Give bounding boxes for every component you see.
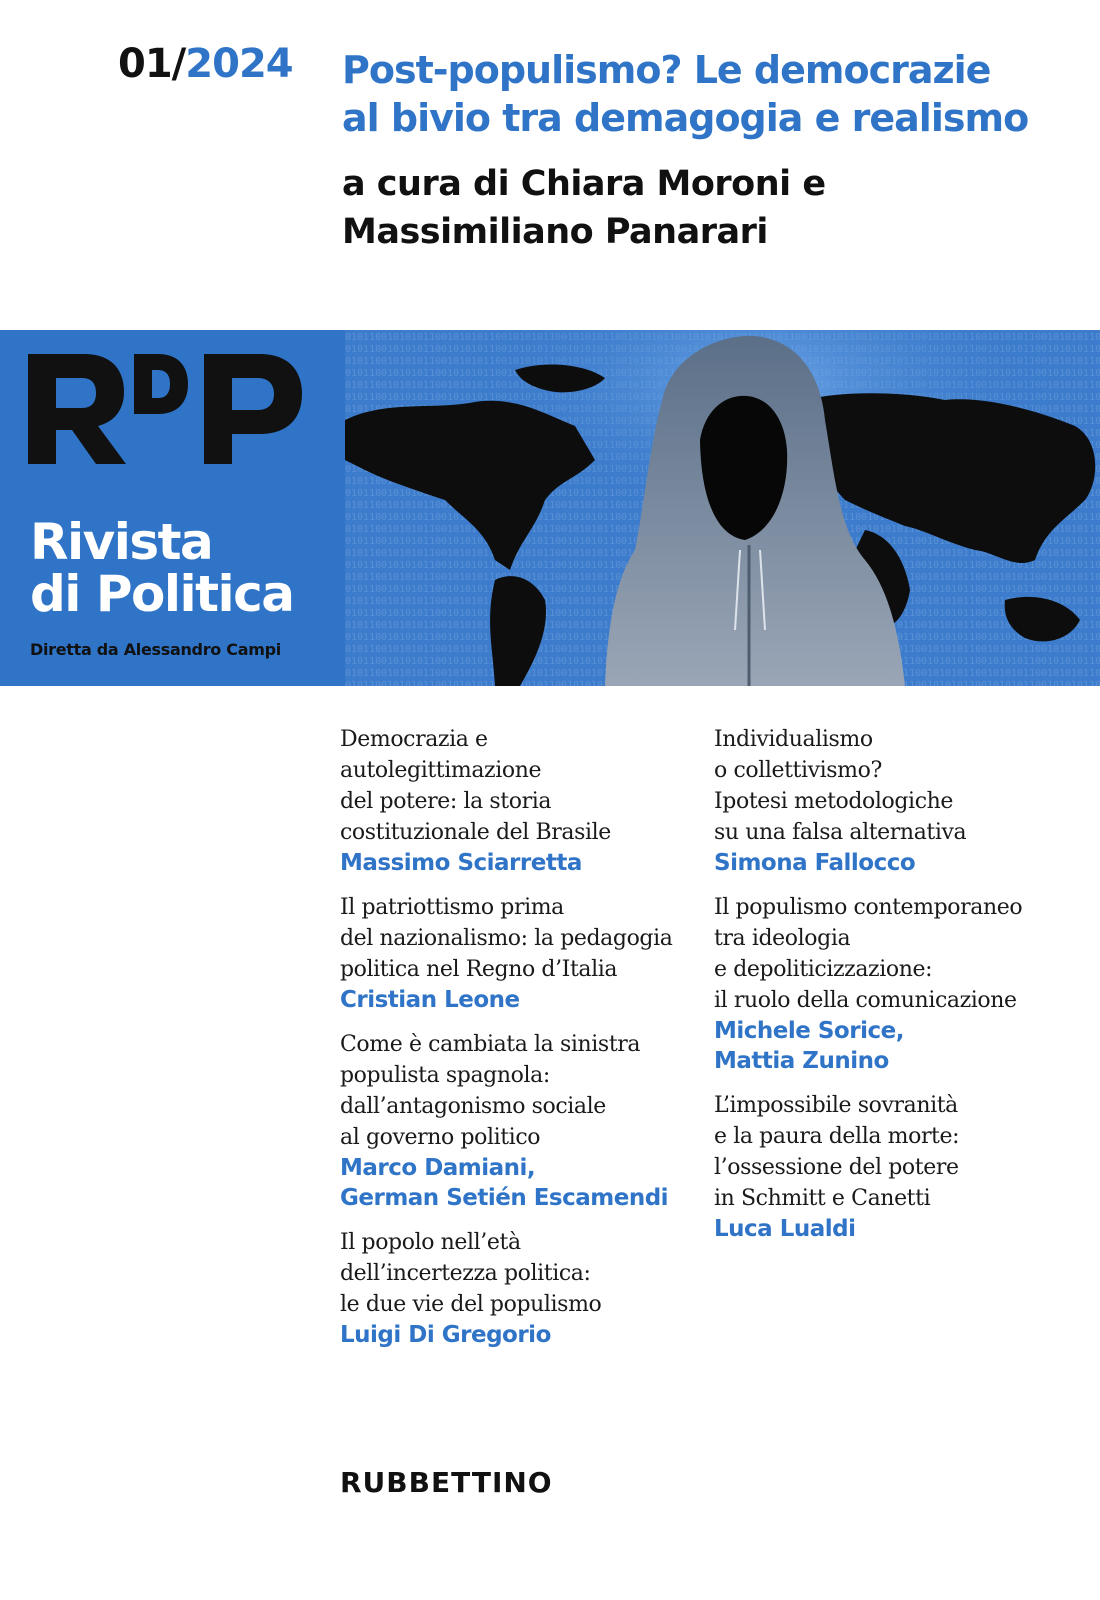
article-title-line: al governo politico (340, 1125, 541, 1150)
article-title-line: dell’incertezza politica: (340, 1261, 591, 1286)
article-title-line: costituzionale del Brasile (340, 820, 611, 845)
article-entry (714, 1090, 1064, 1244)
director-credit: Diretta da Alessandro Campi (30, 640, 281, 659)
editors-line: a cura di Chiara Moroni e (342, 164, 826, 204)
cover-illustration (345, 330, 1100, 686)
editors-line: Massimiliano Panarari (342, 212, 768, 252)
article-author-line: German Setién Escamendi (340, 1185, 669, 1211)
issue-editors (342, 160, 1062, 256)
article-title-line: tra ideologia (714, 926, 851, 951)
article-title-line: e depoliticizzazione: (714, 957, 933, 982)
article-title (340, 892, 690, 985)
masthead (0, 330, 345, 686)
article-title-line: Ipotesi metodologiche (714, 789, 954, 814)
cover-band (0, 330, 1100, 686)
article-title-line: l’ossessione del potere (714, 1155, 959, 1180)
article-entry (340, 892, 690, 1015)
journal-name (30, 513, 340, 623)
article-title-line: Il patriottismo prima (340, 895, 564, 920)
article-author-line: Cristian Leone (340, 987, 520, 1013)
article-author-line: Simona Fallocco (714, 850, 916, 876)
article-title-line: Il popolo nell’età (340, 1230, 521, 1255)
article-title-line: Come è cambiata la sinistra (340, 1032, 641, 1057)
article-title-line: Individualismo (714, 727, 873, 752)
issue-title-line: Post-populismo? Le democrazie (342, 48, 991, 92)
article-title (714, 724, 1064, 848)
article-title (340, 724, 690, 848)
article-author (340, 1153, 690, 1213)
publisher-logo: RUBBETTINO (340, 1466, 553, 1499)
article-title-line: in Schmitt e Canetti (714, 1186, 931, 1211)
article-author-line: Mattia Zunino (714, 1048, 889, 1074)
article-author (340, 1320, 690, 1350)
articles-right-column (714, 724, 1064, 1258)
article-author (714, 1214, 1064, 1244)
article-entry (340, 1029, 690, 1213)
article-title (714, 1090, 1064, 1214)
article-title-line: politica nel Regno d’Italia (340, 957, 618, 982)
article-title-line: populista spagnola: (340, 1063, 550, 1088)
article-author (340, 848, 690, 878)
article-title-line: su una falsa alternativa (714, 820, 967, 845)
issue-title (342, 46, 1062, 142)
article-title-line: o collettivismo? (714, 758, 882, 783)
article-author-line: Massimo Sciarretta (340, 850, 582, 876)
article-title (340, 1227, 690, 1320)
issue-number (118, 41, 293, 87)
issue-number-part: 01/ (118, 41, 186, 87)
rdp-logo (26, 350, 326, 470)
article-author (714, 1016, 1064, 1076)
article-title-line: del nazionalismo: la pedagogia (340, 926, 673, 951)
issue-year: 2024 (185, 41, 293, 87)
article-title-line: autolegittimazione (340, 758, 542, 783)
article-author-line: Luigi Di Gregorio (340, 1322, 551, 1348)
article-title-line: Il populismo contemporaneo (714, 895, 1023, 920)
issue-title-line: al bivio tra demagogia e realismo (342, 96, 1029, 140)
article-entry (340, 724, 690, 878)
article-title-line: dall’antagonismo sociale (340, 1094, 606, 1119)
article-author-line: Michele Sorice, (714, 1018, 904, 1044)
article-author (714, 848, 1064, 878)
article-author-line: Marco Damiani, (340, 1155, 536, 1181)
article-title (340, 1029, 690, 1153)
article-entry (714, 892, 1064, 1076)
hooded-figure-map-image (345, 330, 1100, 686)
articles-left-column (340, 724, 690, 1364)
article-title-line: del potere: la storia (340, 789, 552, 814)
article-title-line: e la paura della morte: (714, 1124, 960, 1149)
article-title-line: il ruolo della comunicazione (714, 988, 1017, 1013)
article-title-line: Democrazia e (340, 727, 488, 752)
journal-name-line: Rivista (30, 513, 213, 571)
article-author-line: Luca Lualdi (714, 1216, 856, 1242)
article-entry (340, 1227, 690, 1350)
article-author (340, 985, 690, 1015)
article-title-line: L’impossibile sovranità (714, 1093, 958, 1118)
article-entry (714, 724, 1064, 878)
article-title-line: le due vie del populismo (340, 1292, 602, 1317)
journal-name-line: di Politica (30, 565, 294, 623)
article-title (714, 892, 1064, 1016)
